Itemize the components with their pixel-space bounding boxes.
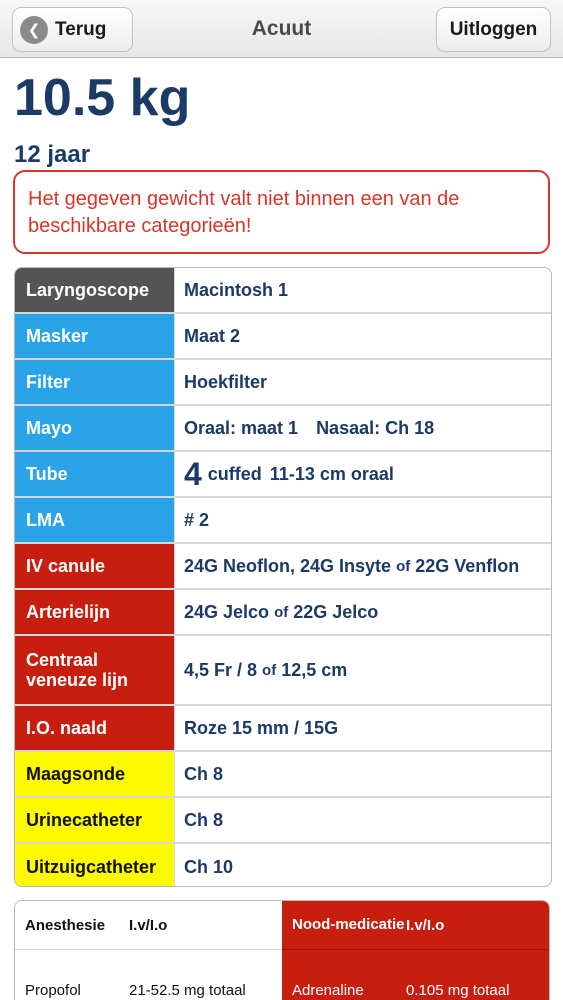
row-label-lma: LMA — [15, 498, 174, 542]
weight-warning: Het gegeven gewicht valt niet binnen een van de beschikbare categorieën! — [13, 170, 550, 254]
art-option-a: 24G Jelco — [184, 601, 270, 622]
row-value-iv-canule — [174, 544, 551, 588]
row-label-filter: Filter — [15, 360, 174, 404]
row-label-uitzuigcatheter: Uitzuigcatheter — [15, 844, 174, 887]
table-row — [15, 498, 551, 544]
row-value-masker: Maat 2 — [174, 314, 551, 358]
table-row — [15, 798, 551, 844]
table-row — [15, 360, 551, 406]
table-row — [15, 452, 551, 498]
table-row — [15, 844, 551, 887]
list-item — [282, 949, 549, 1000]
table-row — [15, 636, 551, 706]
row-value-lma: # 2 — [174, 498, 551, 542]
page-title: Acuut — [251, 17, 312, 40]
row-value-maagsonde: Ch 8 — [174, 752, 551, 796]
patient-age: 12 jaar — [14, 141, 91, 168]
table-row — [15, 544, 551, 590]
iv-option-b: 22G Venflon — [415, 555, 520, 576]
table-row — [15, 314, 551, 360]
table-row — [15, 406, 551, 452]
row-label-arterielijn: Arterielijn — [15, 590, 174, 634]
row-value-laryngoscope: Macintosh 1 — [174, 268, 551, 312]
emergency-header — [282, 901, 549, 949]
row-label-maagsonde: Maagsonde — [15, 752, 174, 796]
mayo-nasal: Nasaal: Ch 18 — [316, 417, 435, 438]
patient-weight: 10.5 kg — [14, 69, 191, 127]
row-label-iv-canule: IV canule — [15, 544, 174, 588]
cvl-or: of — [262, 661, 277, 679]
emergency-header-name: Nood-medicatie — [292, 916, 405, 933]
table-row — [15, 752, 551, 798]
row-label-urinecatheter: Urinecatheter — [15, 798, 174, 842]
table-row — [15, 268, 551, 314]
row-label-laryngoscope: Laryngoscope — [15, 268, 174, 312]
chevron-left-icon: ❮ — [20, 16, 48, 44]
row-value-tube — [174, 452, 551, 496]
emergency-drug-dose: 0.105 mg totaal — [406, 982, 510, 999]
tube-depth: 11-13 cm oraal — [269, 463, 394, 484]
iv-or: of — [396, 557, 411, 575]
anesthesia-section — [15, 901, 282, 1000]
navigation-bar — [0, 0, 563, 58]
mayo-oral: Oraal: maat 1 — [184, 417, 299, 438]
cvl-option-a: 4,5 Fr / 8 — [184, 659, 258, 680]
cvl-option-b: 12,5 cm — [281, 659, 348, 680]
iv-option-a: 24G Neoflon, 24G Insyte — [184, 555, 392, 576]
anesthesia-header-route: I.v/I.o — [129, 916, 168, 934]
equipment-table — [14, 267, 552, 887]
row-value-io-naald: Roze 15 mm / 15G — [174, 706, 551, 750]
row-label-masker: Masker — [15, 314, 174, 358]
emergency-header-route: I.v/I.o — [406, 916, 445, 934]
logout-button[interactable]: Uitloggen — [436, 7, 551, 52]
back-button-label: Terug — [55, 18, 107, 40]
tube-cuff: cuffed — [207, 463, 262, 484]
emergency-section — [282, 901, 549, 1000]
tube-size: 4 — [184, 455, 202, 492]
anesthesia-header — [15, 901, 282, 949]
row-value-uitzuigcatheter: Ch 10 — [174, 844, 551, 887]
emergency-drug-name: Adrenaline — [292, 982, 364, 999]
row-value-filter: Hoekfilter — [174, 360, 551, 404]
row-value-cvl — [174, 636, 551, 704]
art-option-b: 22G Jelco — [293, 601, 379, 622]
row-value-arterielijn — [174, 590, 551, 634]
row-label-mayo: Mayo — [15, 406, 174, 450]
row-value-urinecatheter: Ch 8 — [174, 798, 551, 842]
table-row — [15, 590, 551, 636]
list-item — [15, 949, 282, 1000]
row-label-cvl: Centraal veneuze lijn — [15, 636, 174, 704]
row-label-io-naald: I.O. naald — [15, 706, 174, 750]
row-label-tube: Tube — [15, 452, 174, 496]
medication-table — [14, 900, 550, 1000]
table-row — [15, 706, 551, 752]
anesthesia-drug-name: Propofol — [25, 982, 81, 999]
anesthesia-drug-dose: 21-52.5 mg totaal — [129, 982, 246, 999]
art-or: of — [274, 603, 289, 621]
anesthesia-header-name: Anesthesie — [25, 916, 106, 934]
row-value-mayo — [174, 406, 551, 450]
